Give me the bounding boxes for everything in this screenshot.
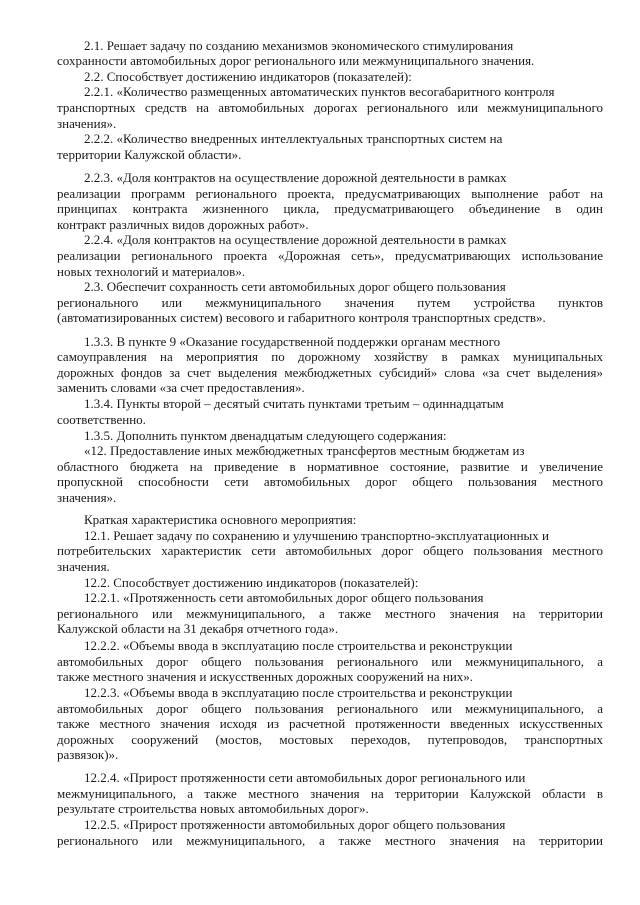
text-line: областного бюджета на приведение в нормативное состояние, развитие и увеличение [57, 459, 603, 474]
text-line: 1.3.5. Дополнить пунктом двенадцатым следующего содержания: [84, 428, 447, 443]
text-line: автомобильных дорог общего пользования регионального или межмуниципального, а [57, 701, 603, 716]
text-line: транспортных средств на автомобильных дорогах регионального или межмуниципального [57, 100, 603, 115]
text-line: потребительских характеристик сети автомобильных дорог общего пользования местного [57, 543, 603, 558]
text-line: 2.1. Решает задачу по созданию механизмов экономического стимулирования [84, 38, 514, 53]
text-line: 1.3.3. В пункте 9 «Оказание государственной поддержки органам местного [84, 334, 501, 349]
text-line: пропускной способности сети автомобильных дорог общего пользования местного [57, 474, 603, 489]
text-line: соответственно. [57, 412, 146, 427]
text-line: 12.1. Решает задачу по сохранению и улучшению транспортно-эксплуатационных и [84, 528, 549, 543]
text-line: 12.2.3. «Объемы ввода в эксплуатацию после строительства и реконструкции [84, 685, 513, 700]
text-line: сохранности автомобильных дорог регионального или межмуниципального значения. [57, 53, 535, 68]
text-line: «12. Предоставление иных межбюджетных трансфертов местным бюджетам из [84, 443, 525, 458]
text-line: значения». [57, 490, 117, 505]
text-line: 2.2.3. «Доля контрактов на осуществление дорожной деятельности в рамках [84, 170, 507, 185]
text-line: значения». [57, 116, 117, 131]
text-line: дорожных фондов за счет выделения межбюджетных субсидий» слова «за счет выделения» [57, 365, 603, 380]
text-line: также местного значения и искусственных дорожных сооружений на них». [57, 669, 474, 684]
text-line: новых технологий и материалов». [57, 264, 246, 279]
text-line: самоуправления на мероприятия по дорожному хозяйству в рамках муниципальных [57, 349, 603, 364]
text-line: 12.2.2. «Объемы ввода в эксплуатацию после строительства и реконструкции [84, 638, 513, 653]
text-line: 2.2.2. «Количество внедренных интеллектуальных транспортных систем на [84, 131, 503, 146]
text-line: 12.2.5. «Прирост протяженности автомобильных дорог общего пользования [84, 817, 506, 832]
text-line: автомобильных дорог общего пользования регионального или межмуниципального, а [57, 654, 603, 669]
text-line: принципах контракта жизненного цикла, предусматривающего объединение в один [57, 201, 603, 216]
text-line: 12.2.1. «Протяженность сети автомобильных дорог общего пользования [84, 590, 484, 605]
text-line: 2.2.1. «Количество размещенных автоматических пунктов весогабаритного контроля [84, 84, 555, 99]
text-line: 2.2. Способствует достижению индикаторов (показателей): [84, 69, 412, 84]
text-line: также местного значения исходя из расчетной протяженности введенных искусственных [57, 716, 603, 731]
text-line: (автоматизированных систем) весового и габаритного контроля транспортных средств». [57, 310, 546, 325]
text-line: значения. [57, 559, 110, 574]
text-line: 2.3. Обеспечит сохранность сети автомобильных дорог общего пользования [84, 279, 506, 294]
text-line: 12.2.4. «Прирост протяженности сети автомобильных дорог регионального или [84, 770, 526, 785]
text-line: Калужской области на 31 декабря отчетного года». [57, 621, 339, 636]
text-line: 12.2. Способствует достижению индикаторов (показателей): [84, 575, 419, 590]
text-line: развязок)». [57, 747, 119, 762]
text-line: регионального или межмуниципального, а также местного значения на территории [57, 833, 603, 848]
text-line: Краткая характеристика основного мероприятия: [84, 512, 357, 527]
text-line: регионального или межмуниципального значения путем устройства пунктов [57, 295, 603, 310]
text-line: контракт различных видов дорожных работ». [57, 217, 309, 232]
text-line: межмуниципального, а также местного значения на территории Калужской области в [57, 786, 603, 801]
text-line: регионального или межмуниципального, а также местного значения на территории [57, 606, 603, 621]
text-line: реализации регионального проекта «Дорожная сеть», предусматривающих использование [57, 248, 603, 263]
text-line: реализации программ регионального проекта, предусматривающих выполнение работ на [57, 186, 603, 201]
text-line: территории Калужской области». [57, 147, 242, 162]
text-line: 1.3.4. Пункты второй – десятый считать пунктами третьим – одиннадцатым [84, 396, 504, 411]
text-line: результате строительства новых автомобильных дорог». [57, 801, 369, 816]
text-line: 2.2.4. «Доля контрактов на осуществление дорожной деятельности в рамках [84, 232, 507, 247]
text-line: заменить словами «за счет предоставления». [57, 380, 305, 395]
text-line: дорожных сооружений (мостов, мостовых переходов, путепроводов, транспортных [57, 732, 603, 747]
